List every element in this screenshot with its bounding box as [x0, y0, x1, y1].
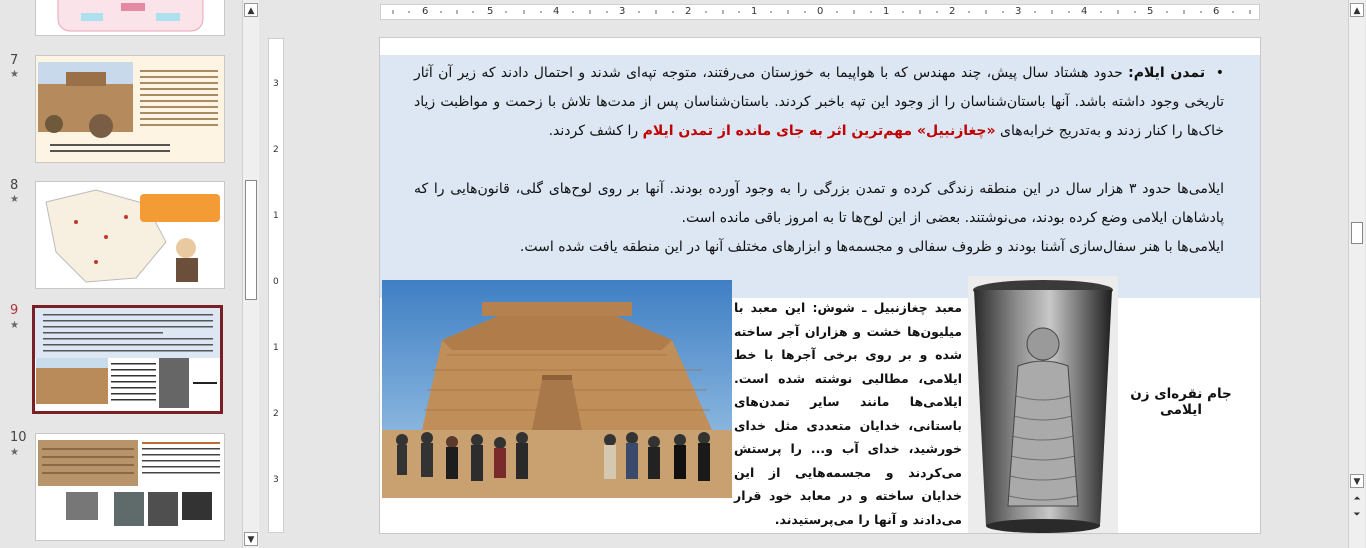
ruler-number: 2 — [273, 145, 279, 155]
ruler-number: 2 — [273, 409, 279, 419]
highlight-choghazanbil: «چغازنبیل» مهم‌ترین اثر به جای مانده از تمدن ایلام — [642, 123, 996, 139]
horizontal-ruler[interactable] — [380, 4, 1260, 20]
animation-star-icon: ★ — [10, 320, 19, 331]
scroll-up-icon[interactable]: ▲ — [1350, 3, 1364, 17]
ruler-number: 1 — [751, 6, 758, 17]
thumbnail-number-10: 10 — [10, 430, 27, 445]
ruler-number: 4 — [1081, 6, 1088, 17]
cup-label[interactable]: جام نقره‌ای زن ایلامی — [1130, 386, 1232, 418]
thumbnail-pane-scrollbar[interactable] — [242, 0, 259, 548]
ruler-number: 5 — [1147, 6, 1154, 17]
slide-thumbnail-7[interactable] — [35, 55, 225, 163]
ruler-number: 0 — [817, 6, 824, 17]
elamite-cup-image — [968, 276, 1118, 534]
scrollbar-thumb[interactable] — [1351, 222, 1363, 244]
ruler-number: 6 — [1213, 6, 1220, 17]
next-slide-icon[interactable]: ⏷ — [1353, 510, 1361, 520]
slide-thumbnail-9[interactable] — [32, 305, 223, 414]
ruler-number: 1 — [273, 343, 279, 353]
scrollbar-thumb[interactable] — [245, 180, 257, 300]
slide-9-preview — [35, 308, 220, 411]
scroll-down-icon[interactable]: ▼ — [1350, 474, 1364, 488]
scroll-down-icon[interactable]: ▼ — [244, 532, 258, 546]
heading-elam-civilization: تمدن ایلام: — [1128, 65, 1206, 81]
slide-thumbnail-10[interactable] — [35, 433, 225, 541]
ruler-number: 3 — [273, 79, 279, 89]
scroll-up-icon[interactable]: ▲ — [244, 3, 258, 17]
ruler-number: 2 — [949, 6, 956, 17]
slide-7-preview — [36, 56, 224, 162]
ruler-number: 6 — [422, 6, 429, 17]
ruler-number: 5 — [487, 6, 494, 17]
slide-10-preview — [36, 434, 224, 540]
slide-thumbnail-6[interactable] — [35, 0, 225, 36]
thumbnail-number-7: 7 — [10, 53, 19, 68]
paragraph-elamites-tablets[interactable]: ایلامی‌ها حدود ۳ هزار سال در این منطقه زندگی کرده و تمدن بزرگی را به وجود آورده بودند. آنها بر روی لوح‌های گلی، قانون‌هایی را که پادشاهان ایلامی وضع کرده بودند، می‌نوشتند. بعضی از این لوح‌ها تا به امروز باقی مانده است. — [414, 181, 1224, 226]
animation-star-icon: ★ — [10, 194, 19, 205]
ziggurat-image — [382, 280, 732, 498]
ruler-number: 1 — [273, 211, 279, 221]
thumbnail-number-9: 9 — [10, 303, 19, 318]
slide-6-preview — [36, 0, 224, 35]
slide-thumbnail-pane — [0, 0, 240, 548]
paragraph-elam-discovery[interactable] — [414, 59, 1224, 146]
ruler-number: 1 — [883, 6, 890, 17]
slide-8-preview — [36, 182, 224, 288]
ruler-number: 3 — [619, 6, 626, 17]
choghazanbil-temple-photo[interactable] — [382, 280, 732, 498]
slide-thumbnail-8[interactable] — [35, 181, 225, 289]
slide-canvas[interactable] — [379, 37, 1261, 534]
ruler-number: 2 — [685, 6, 692, 17]
animation-star-icon: ★ — [10, 447, 19, 458]
previous-slide-icon[interactable]: ⏶ — [1353, 494, 1361, 504]
paragraph-text-end: را کشف کردند. — [548, 123, 643, 139]
animation-star-icon: ★ — [10, 69, 19, 80]
ruler-number: 3 — [1015, 6, 1022, 17]
vertical-ruler[interactable] — [268, 38, 284, 533]
ruler-number: 0 — [273, 277, 279, 287]
silver-cup-photo[interactable] — [968, 276, 1118, 534]
ruler-number: 4 — [553, 6, 560, 17]
bullet: • — [1215, 65, 1225, 81]
slide-scrollbar[interactable] — [1348, 0, 1365, 548]
thumbnail-number-8: 8 — [10, 178, 19, 193]
temple-caption[interactable]: معبد چغازنبیل ـ شوش: این معبد با میلیون‌ها خشت و هزاران آجر ساخته شده و بر روی برخی آجرها با خط ایلامی، مطالبی نوشته شده است. ایلامی‌ها مانند سایر تمدن‌های باستانی، خدایان متعددی مثل خدای خورشید، خدای آب و... را پرستش می‌کردند و مجسمه‌هایی از این خدایان ساخته و در معابد خود قرار می‌دادند و آنها را می‌پرستیدند. — [734, 300, 962, 527]
paragraph-text: حدود هشتاد سال پیش، چند مهندس که با هواپیما به خوزستان می‌رفتند، متوجه تپه‌ای شدند و احتمال دادند که زیر آن آثار تاریخی وجود داشته باشد. آنها باستان‌شناسان را از وجود این تپه باخبر کردند. باستان‌شناسان پس از مدت‌ها تلاش با زحمت و مواظبت زیاد خاک‌ها را کنار زدند و به‌تدریج خرابه‌های — [414, 65, 1224, 139]
ruler-number: 3 — [273, 475, 279, 485]
paragraph-elamites-pottery[interactable]: ایلامی‌ها با هنر سفال‌سازی آشنا بودند و ظروف سفالی و مجسمه‌ها و ابزارهای مختلف آنها در این منطقه یافت شده است. — [519, 239, 1224, 255]
